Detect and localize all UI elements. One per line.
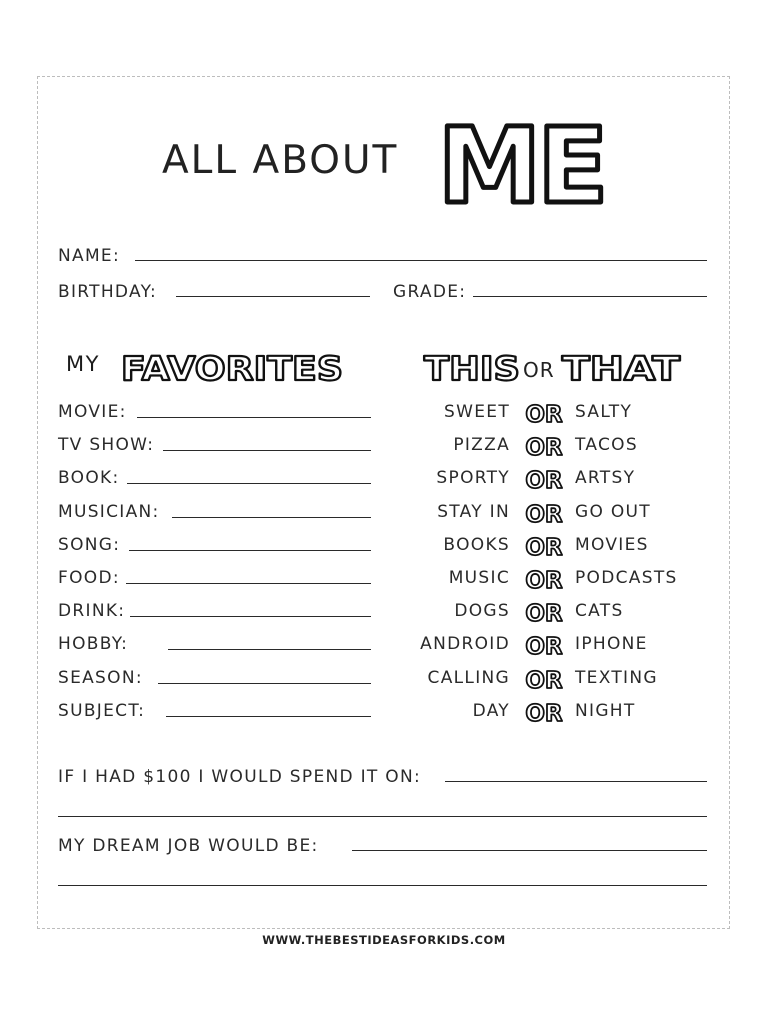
favorite-label: SEASON:: [58, 667, 143, 688]
or-badge-text: OR: [525, 402, 563, 425]
that-option: IPHONE: [575, 634, 648, 655]
favorite-field-line[interactable]: [129, 550, 371, 551]
favorite-field-line[interactable]: [137, 417, 371, 418]
or-badge-icon: [520, 434, 568, 458]
this-option: MUSIC: [448, 568, 510, 588]
this-option: BOOKS: [443, 534, 510, 555]
grade-label: GRADE:: [393, 282, 467, 302]
favorites-logo: [118, 345, 346, 387]
favorite-label: SUBJECT:: [58, 700, 146, 721]
or-badge-icon: [520, 567, 568, 591]
favorite-field-line[interactable]: [158, 683, 371, 684]
spend-prompt-label: IF I HAD $100 I WOULD SPEND IT ON:: [58, 767, 422, 787]
or-badge-text: OR: [525, 534, 563, 558]
that-option: TACOS: [575, 435, 638, 456]
or-badge-text: OR: [525, 601, 563, 625]
name-label: NAME:: [58, 246, 120, 266]
or-badge-text: OR: [525, 634, 563, 658]
this-option: PIZZA: [453, 435, 510, 456]
or-badge-icon: [520, 501, 568, 525]
spend-field-line-1[interactable]: [445, 781, 707, 782]
or-badge-text: OR: [525, 700, 563, 724]
this-option: CALLING: [427, 667, 510, 688]
page-title: ALL ABOUT: [162, 138, 399, 183]
favorite-field-line[interactable]: [166, 716, 371, 717]
that-option: CATS: [575, 601, 624, 622]
that-option: SALTY: [575, 402, 633, 422]
favorite-field-line[interactable]: [130, 616, 371, 617]
this-option: SPORTY: [436, 468, 510, 489]
dream-job-field-line-1[interactable]: [352, 850, 707, 851]
that-option: MOVIES: [575, 534, 649, 555]
or-badge-text: OR: [525, 468, 563, 492]
this-option: ANDROID: [420, 634, 510, 655]
favorite-field-line[interactable]: [163, 450, 371, 451]
favorite-label: TV SHOW:: [58, 435, 155, 456]
me-logo-text: ME: [437, 110, 605, 215]
or-badge-text: OR: [525, 501, 563, 525]
or-logo-text: OR: [523, 358, 555, 382]
grade-field-line[interactable]: [473, 296, 707, 297]
favorite-field-line[interactable]: [168, 649, 371, 650]
this-option: DOGS: [454, 601, 510, 622]
favorite-label: BOOK:: [58, 468, 120, 489]
or-badge-icon: [520, 534, 568, 558]
this-option: DAY: [472, 700, 510, 721]
dream-job-field-line-2[interactable]: [58, 885, 707, 886]
or-badge-text: OR: [525, 667, 563, 691]
favorites-my-label: MY: [66, 352, 100, 376]
this-option: STAY IN: [437, 501, 510, 522]
or-badge-icon: [520, 700, 568, 724]
favorite-label: MOVIE:: [58, 402, 127, 422]
that-logo-text: THAT: [562, 349, 681, 387]
favorite-label: HOBBY:: [58, 634, 129, 655]
or-badge-icon: [520, 667, 568, 691]
birthday-field-line[interactable]: [176, 296, 370, 297]
name-field-line[interactable]: [135, 260, 707, 261]
or-badge-icon: [520, 401, 568, 425]
this-or-that-logo: [422, 345, 684, 387]
spend-field-line-2[interactable]: [58, 816, 707, 817]
favorite-field-line[interactable]: [172, 517, 371, 518]
favorite-field-line[interactable]: [127, 483, 371, 484]
birthday-label: BIRTHDAY:: [58, 282, 158, 302]
or-badge-text: OR: [525, 435, 563, 459]
that-option: NIGHT: [575, 700, 636, 721]
favorite-field-line[interactable]: [126, 583, 371, 584]
footer-website: WWW.THEBESTIDEASFORKIDS.COM: [262, 933, 506, 947]
that-option: TEXTING: [575, 667, 658, 688]
favorite-label: MUSICIAN:: [58, 501, 160, 522]
dream-job-label: MY DREAM JOB WOULD BE:: [58, 836, 319, 856]
or-badge-icon: [520, 633, 568, 657]
favorites-logo-text: FAVORITES: [121, 349, 343, 387]
me-logo: [436, 110, 606, 215]
favorite-label: FOOD:: [58, 568, 120, 588]
or-badge-icon: [520, 600, 568, 624]
or-badge-text: OR: [525, 568, 563, 591]
that-option: GO OUT: [575, 501, 651, 522]
that-option: PODCASTS: [575, 568, 678, 588]
or-badge-icon: [520, 467, 568, 491]
this-logo-text: THIS: [424, 349, 520, 387]
this-option: SWEET: [444, 402, 510, 422]
that-option: ARTSY: [575, 468, 636, 489]
favorite-label: SONG:: [58, 534, 121, 555]
favorite-label: DRINK:: [58, 601, 126, 622]
